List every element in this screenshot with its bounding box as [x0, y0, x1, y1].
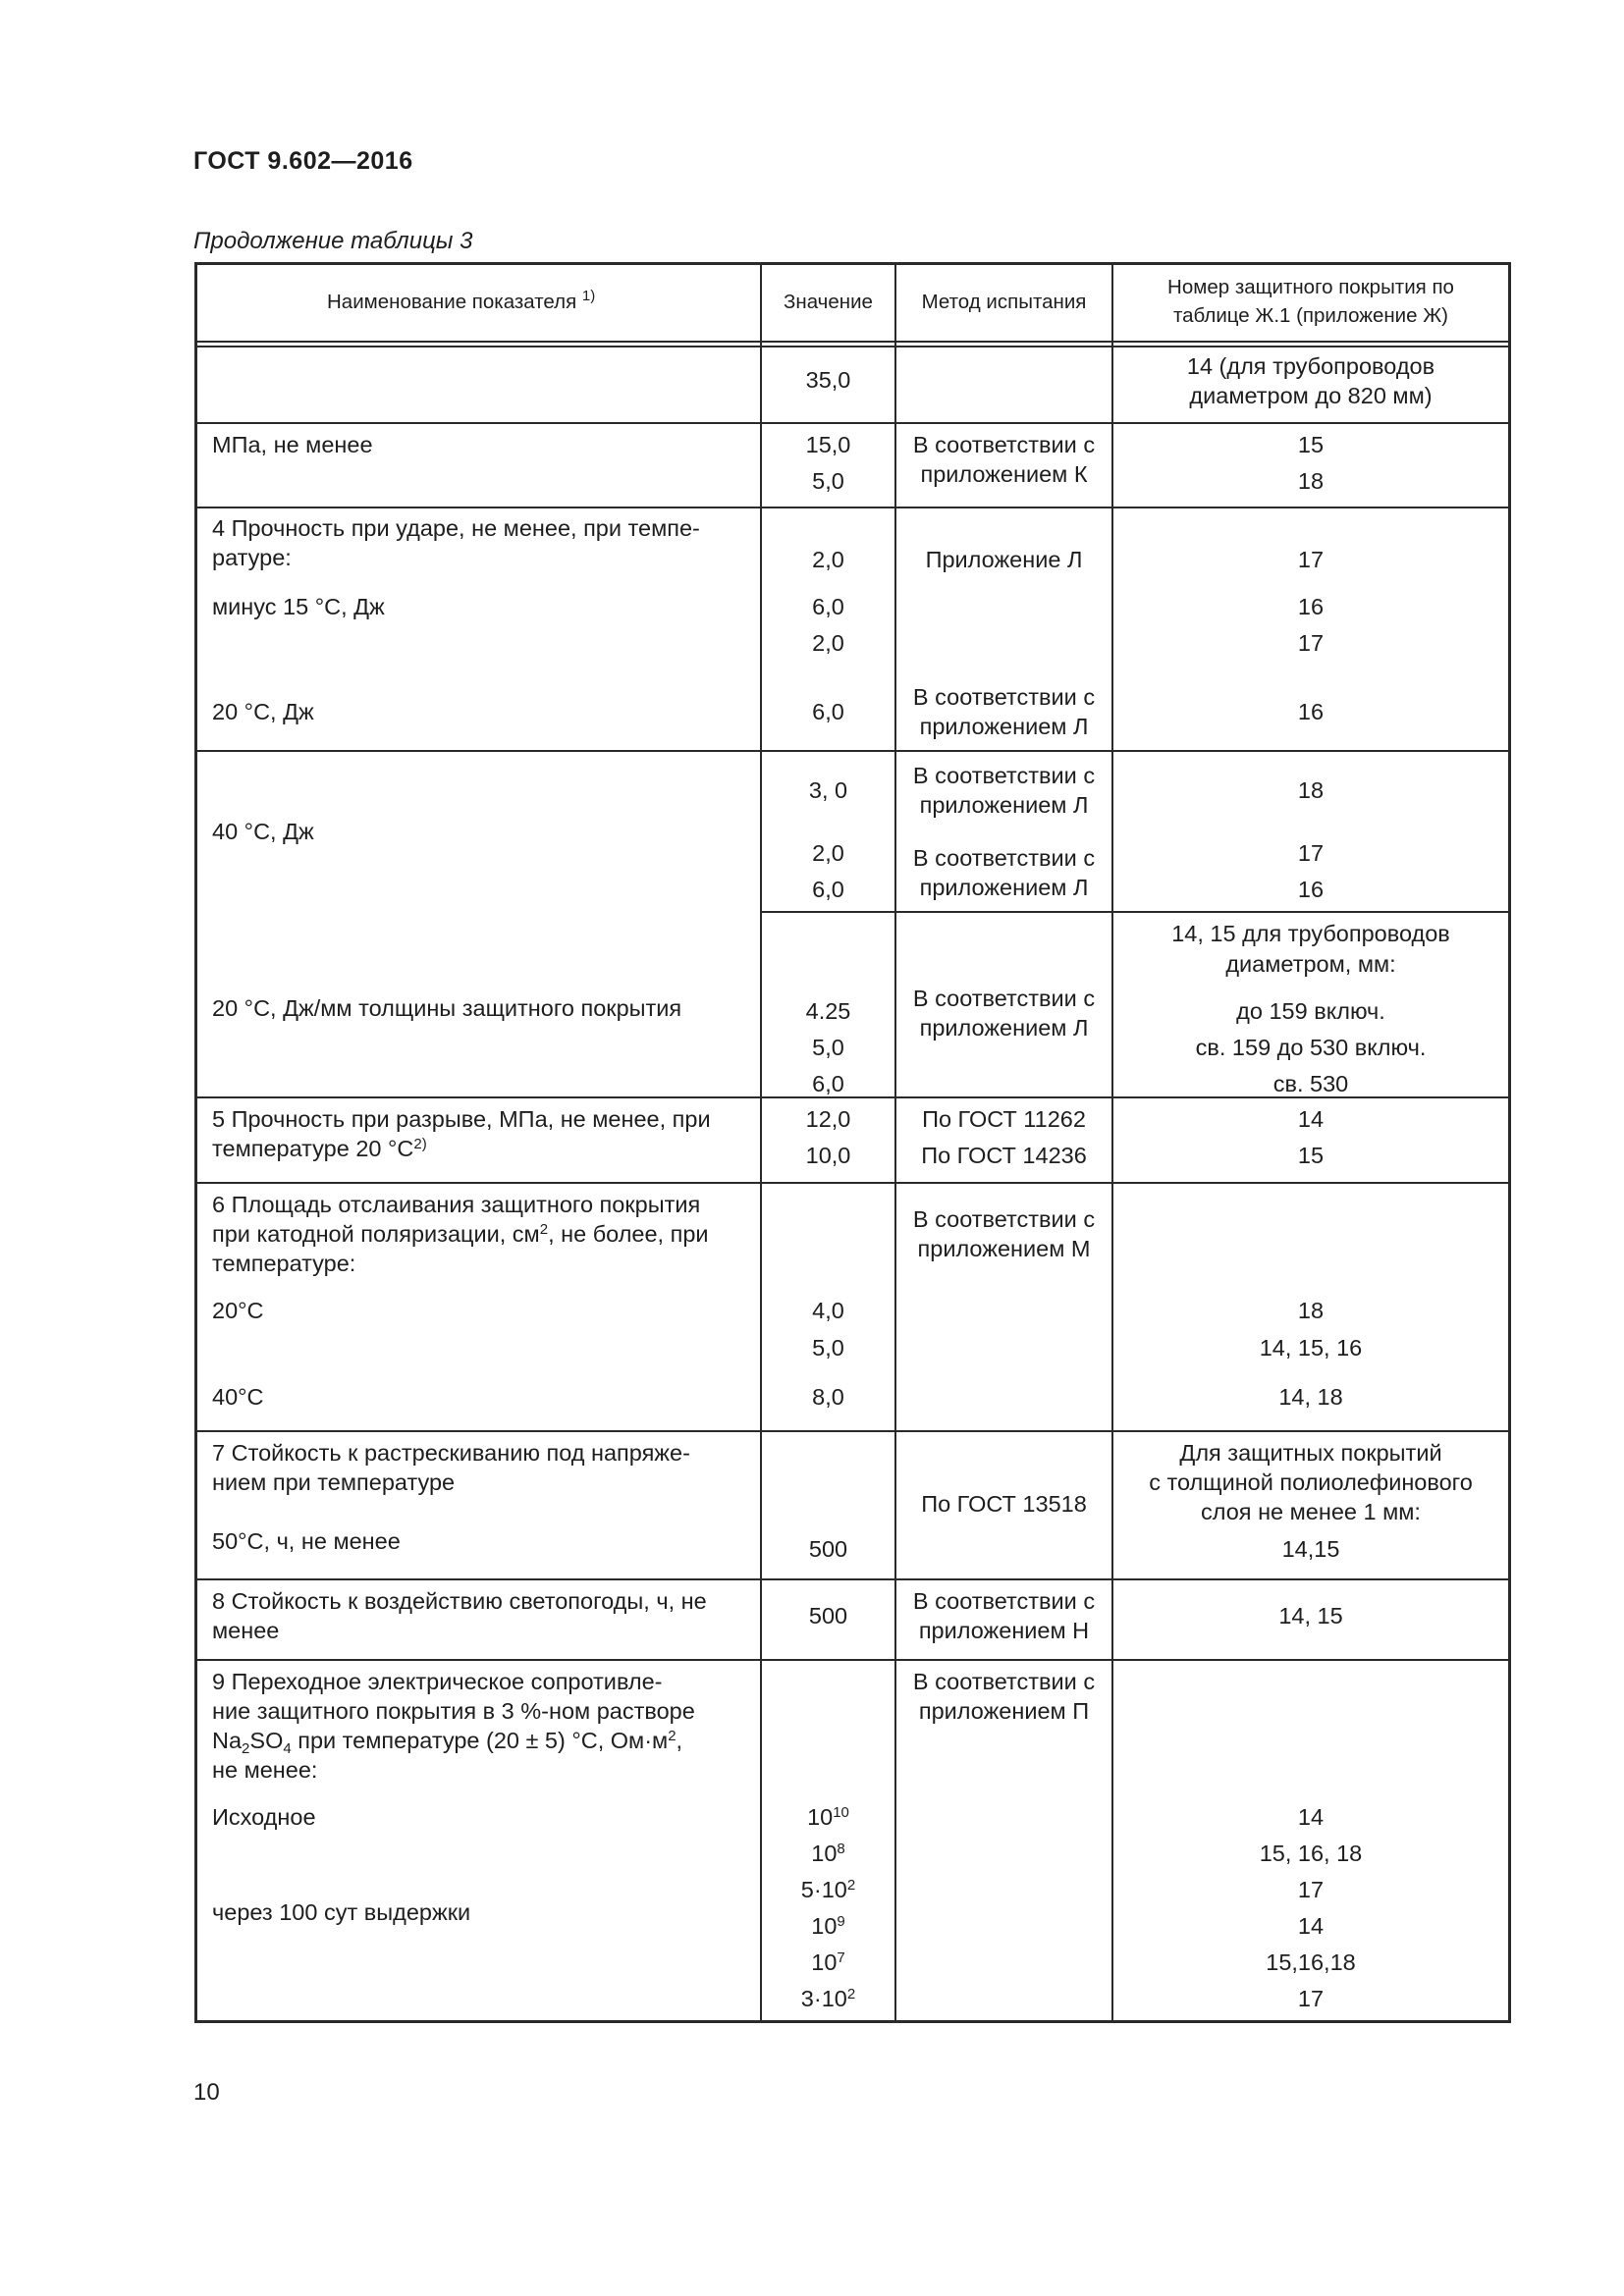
cell-name: нием при температуре: [212, 1469, 456, 1495]
cell-method: В соответствии с: [912, 432, 1096, 457]
row-divider: [197, 507, 1508, 508]
cell-value: 6,0: [812, 594, 844, 619]
cell-method: приложением Л: [919, 714, 1089, 739]
cell-name: 9 Переходное электрическое сопротивле-: [212, 1669, 663, 1694]
cell-coating: 16: [1297, 699, 1325, 724]
cell-value-exp: 7: [837, 1949, 845, 1966]
cell-method: В соответствии с: [912, 845, 1096, 871]
cell-name: 40°С: [212, 1384, 264, 1410]
cell-method: По ГОСТ 13518: [921, 1491, 1087, 1517]
cell-method: приложением Л: [919, 792, 1089, 818]
row-divider: [197, 422, 1508, 424]
cell-value-exp: 8: [837, 1841, 845, 1857]
cell-method: приложением П: [918, 1698, 1090, 1724]
row-divider: [197, 1182, 1508, 1184]
cell-coating: 17: [1297, 547, 1325, 572]
cell-coating: 16: [1297, 594, 1325, 619]
cell-name: 4 Прочность при ударе, не менее, при темпе-: [212, 515, 700, 541]
cell-value: [762, 1948, 894, 1981]
row-divider: [197, 1578, 1508, 1580]
cell-coating: Для защитных покрытий: [1179, 1440, 1442, 1466]
cell-coating: 18: [1297, 468, 1325, 494]
cell-coating: 14, 15, 16: [1259, 1335, 1363, 1361]
cell-value: 6,0: [812, 1071, 844, 1096]
cell-name: [212, 1219, 709, 1253]
cell-name-sub: 2: [242, 1740, 250, 1757]
cell-coating: 14, 15: [1278, 1603, 1343, 1629]
cell-name-sub: 4: [283, 1740, 292, 1757]
cell-name-sup: 2: [539, 1221, 549, 1238]
cell-method: приложением Л: [919, 1015, 1089, 1041]
cell-coating: до 159 включ.: [1236, 998, 1385, 1024]
cell-method: В соответствии с: [912, 1206, 1096, 1232]
cell-value-exp: 9: [837, 1913, 845, 1930]
cell-method: По ГОСТ 11262: [922, 1106, 1086, 1132]
cell-name: 7 Стойкость к растрескиванию под напряже-: [212, 1440, 690, 1466]
cell-coating: 15,16,18: [1266, 1949, 1356, 1975]
cell-method: В соответствии с: [912, 1588, 1096, 1614]
row-divider: [197, 750, 1508, 752]
header-method: Метод испытания: [921, 291, 1087, 313]
cell-value: 2,0: [812, 630, 844, 656]
row-divider: [197, 1659, 1508, 1661]
cell-value: 10,0: [805, 1143, 851, 1168]
cell-coating: 18: [1297, 1298, 1325, 1323]
cell-method: По ГОСТ 14236: [921, 1143, 1087, 1168]
cell-value: 35,0: [805, 367, 851, 393]
cell-coating: 17: [1297, 630, 1325, 656]
cell-name-text: при температуре (20 ± 5) °С, Ом·м: [291, 1728, 669, 1753]
cell-coating: 17: [1297, 840, 1325, 866]
cell-coating: 14: [1297, 1804, 1325, 1830]
cell-value: 5,0: [812, 1035, 844, 1060]
cell-name: [212, 1726, 682, 1759]
cell-method: В соответствии с: [912, 986, 1096, 1011]
header-value: Значение: [784, 291, 873, 313]
cell-name: через 100 сут выдержки: [212, 1899, 471, 1925]
cell-coating: с толщиной полиолефинового: [1149, 1469, 1473, 1495]
cell-value: 500: [808, 1603, 848, 1629]
cell-method: приложением М: [917, 1236, 1091, 1261]
cell-value: [762, 1802, 894, 1836]
cell-name: не менее:: [212, 1757, 318, 1783]
cell-value-base: 10: [811, 1913, 838, 1939]
cell-value-base: 10: [811, 1841, 838, 1866]
cell-coating: 14: [1297, 1106, 1325, 1132]
page-number: 10: [193, 2079, 220, 2106]
cell-value-exp: 2: [846, 1877, 856, 1894]
cell-name: 40 °С, Дж: [212, 819, 314, 844]
cell-method: В соответствии с: [912, 684, 1096, 710]
cell-coating: 17: [1297, 1877, 1325, 1902]
cell-coating: 14,15: [1281, 1536, 1340, 1562]
cell-value: [762, 1911, 894, 1945]
cell-name: [212, 1134, 427, 1167]
cell-name-note: 2): [413, 1136, 427, 1152]
header-name-cell: [327, 288, 595, 318]
cell-value-base: 3·10: [800, 1986, 847, 2011]
cell-name-sup: 2: [668, 1728, 677, 1744]
cell-value: 8,0: [812, 1384, 844, 1410]
cell-coating: 14, 15 для трубопроводов: [1171, 921, 1450, 946]
cell-name: ние защитного покрытия в 3 %-ном растворе: [212, 1698, 695, 1724]
cell-name-text: , не более, при: [548, 1221, 709, 1247]
cell-value-base: 10: [811, 1949, 838, 1975]
cell-name: 5 Прочность при разрыве, МПа, не менее, при: [212, 1106, 711, 1132]
cell-method: приложением Н: [918, 1618, 1090, 1643]
table-caption: Продолжение таблицы 3: [193, 228, 473, 254]
row-divider: [197, 1430, 1508, 1432]
cell-value-exp: 2: [846, 1986, 856, 2002]
cell-coating: 14, 18: [1278, 1384, 1343, 1410]
cell-name: 50°С, ч, не менее: [212, 1528, 401, 1554]
cell-value: 5,0: [812, 1335, 844, 1361]
cell-coating: 14: [1297, 1913, 1325, 1939]
cell-value: 15,0: [805, 432, 851, 457]
data-table: [194, 262, 1511, 2023]
cell-value: 6,0: [812, 699, 844, 724]
cell-name-text: ,: [676, 1728, 683, 1753]
cell-name-text: при катодной поляризации, см: [212, 1221, 540, 1247]
header-coating-line1: Номер защитного покрытия по: [1167, 276, 1454, 298]
cell-coating: 18: [1297, 777, 1325, 803]
cell-coating: св. 159 до 530 включ.: [1195, 1035, 1427, 1060]
header-coating-line2: таблице Ж.1 (приложение Ж): [1172, 304, 1448, 327]
cell-value: [762, 1839, 894, 1872]
cell-value: 5,0: [812, 468, 844, 494]
cell-name: ратуре:: [212, 545, 292, 570]
cell-name: 20 °С, Дж: [212, 699, 314, 724]
cell-value: 12,0: [805, 1106, 851, 1132]
cell-method: приложением К: [920, 461, 1088, 487]
header-name-note: 1): [581, 288, 596, 304]
cell-name: 20°С: [212, 1298, 264, 1323]
cell-coating: слоя не менее 1 мм:: [1201, 1499, 1421, 1524]
cell-value: 4.25: [805, 998, 851, 1024]
cell-name: 8 Стойкость к воздействию светопогоды, ч, не: [212, 1588, 707, 1614]
cell-value: [762, 1984, 894, 2017]
cell-name: 20 °С, Дж/мм толщины защитного покрытия: [212, 995, 682, 1021]
cell-coating: 16: [1297, 877, 1325, 902]
cell-value: 6,0: [812, 877, 844, 902]
row-divider-partial: [760, 911, 1508, 913]
cell-value-base: 10: [807, 1804, 834, 1830]
cell-coating: диаметром, мм:: [1225, 951, 1396, 977]
cell-value: 2,0: [812, 547, 844, 572]
cell-name-text: Na: [212, 1728, 243, 1753]
header-name: Наименование показателя: [327, 291, 577, 313]
cell-coating: 15: [1297, 1143, 1325, 1168]
cell-name: менее: [212, 1618, 280, 1643]
cell-name-text: SO: [249, 1728, 284, 1753]
cell-coating: св. 530: [1272, 1071, 1349, 1096]
cell-name: МПа, не менее: [212, 432, 373, 457]
cell-method: приложением Л: [919, 875, 1089, 900]
cell-value: 3, 0: [808, 777, 848, 803]
cell-value-exp: 10: [833, 1804, 849, 1821]
cell-value: 2,0: [812, 840, 844, 866]
cell-value: 4,0: [812, 1298, 844, 1323]
cell-method: Приложение Л: [925, 547, 1083, 572]
document-header: ГОСТ 9.602—2016: [193, 147, 413, 175]
cell-coating: диаметром до 820 мм): [1189, 383, 1433, 408]
cell-name: Исходное: [212, 1804, 316, 1830]
cell-value: 500: [808, 1536, 848, 1562]
cell-coating: 17: [1297, 1986, 1325, 2011]
cell-name-text: температуре 20 °С: [212, 1136, 414, 1161]
cell-name: 6 Площадь отслаивания защитного покрытия: [212, 1192, 701, 1217]
cell-coating: 14 (для трубопроводов: [1186, 353, 1435, 379]
cell-coating: 15: [1297, 432, 1325, 457]
cell-value: [762, 1875, 894, 1908]
cell-coating: 15, 16, 18: [1259, 1841, 1363, 1866]
cell-name: минус 15 °С, Дж: [212, 594, 385, 619]
cell-name: температуре:: [212, 1251, 356, 1276]
header-divider-1: [197, 341, 1508, 343]
cell-method: В соответствии с: [912, 763, 1096, 788]
header-divider-2: [197, 346, 1508, 347]
cell-method: В соответствии с: [912, 1669, 1096, 1694]
cell-value-base: 5·10: [800, 1877, 847, 1902]
